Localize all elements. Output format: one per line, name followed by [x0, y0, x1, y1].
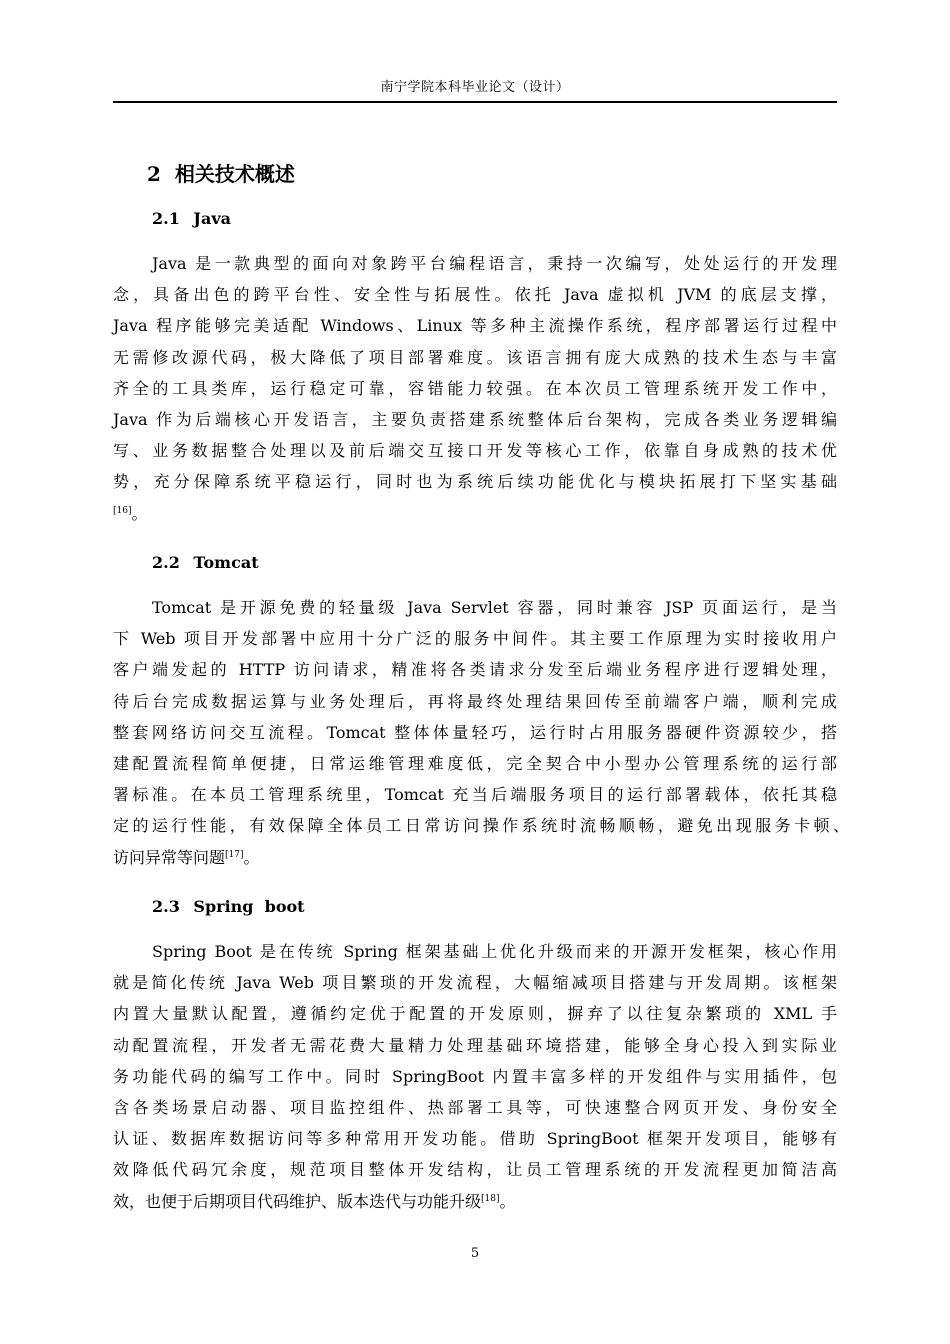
line-end: 。 [131, 503, 148, 523]
line-end: 。 [499, 1191, 516, 1211]
running-header: 南宁学院本科毕业论文（设计） [380, 80, 570, 95]
section-title-spring-boot [152, 896, 305, 918]
paragraph-line: 齐全的工具类库，运行稳定可靠，容错能力较强。在本次员工管理系统开发工作中， [113, 378, 837, 398]
citation: [17] [225, 849, 244, 860]
citation: [16] [113, 505, 132, 516]
chapter-heading: 相关技术概述 [174, 162, 295, 186]
paragraph-tomcat [113, 592, 849, 873]
paragraph-line: Java 作为后端核心开发语言，主要负责搭建系统整体后台架构，完成各类业务逻辑编 [113, 409, 837, 429]
paragraph-java [113, 248, 837, 529]
paragraph-line: 定的运行性能，有效保障全体员工日常访问操作系统时流畅顺畅，避免出现服务卡顿、 [113, 816, 849, 836]
paragraph-line: 务功能代码的编写工作中。同时 SpringBoot 内置丰富多样的开发组件与实用插件，包 [113, 1066, 837, 1086]
paragraph-line: 无需修改源代码，极大降低了项目部署难度。该语言拥有庞大成熟的技术生态与丰富 [113, 347, 837, 367]
paragraph-line: 署标准。在本员工管理系统里，Tomcat 充当后端服务项目的运行部署载体，依托其稳 [113, 785, 837, 805]
line-text: 效，也便于后期项目代码维护、版本迭代与功能升级 [113, 1191, 482, 1211]
paragraph-spring-boot [113, 936, 837, 1217]
paragraph-line: Spring Boot 是在传统 Spring 框架基础上优化升级而来的开源开发框架，核心作用 [152, 942, 837, 961]
paragraph-line: 写、业务数据整合处理以及前后端交互接口开发等核心工作，依靠自身成熟的技术优 [113, 441, 837, 461]
paragraph-line: Java 是一款典型的面向对象跨平台编程语言，秉持一次编写，处处运行的开发理 [152, 254, 837, 273]
paragraph-line: 势，充分保障系统平稳运行，同时也为系统后续功能优化与模块拓展打下坚实基础 [113, 472, 837, 492]
paragraph-line [113, 1186, 837, 1217]
paragraph-line [113, 498, 837, 529]
paragraph-line: 念，具备出色的跨平台性、安全性与拓展性。依托 Java 虚拟机 JVM 的底层支撑， [113, 285, 837, 305]
paragraph-line: 内置大量默认配置，遵循约定优于配置的开发原则，摒弃了以往复杂繁琐的 XML 手 [113, 1004, 837, 1024]
citation: [18] [481, 1193, 500, 1204]
paragraph-line: 待后台完成数据运算与业务处理后，再将最终处理结果回传至前端客户端，顺利完成 [113, 691, 837, 711]
paragraph-line: 下 Web 项目开发部署中应用十分广泛的服务中间件。其主要工作原理为实时接收用户 [113, 629, 837, 649]
line-end: 。 [243, 847, 260, 867]
paragraph-line: 含各类场景启动器、项目监控组件、热部署工具等，可快速整合网页开发、身份安全 [113, 1097, 837, 1117]
line-text: 访问异常等问题 [113, 847, 226, 867]
paragraph-line: 动配置流程，开发者无需花费大量精力处理基础环境搭建，能够全身心投入到实际业 [113, 1035, 837, 1055]
paragraph-line: 客户端发起的 HTTP 访问请求，精准将各类请求分发至后端业务程序进行逻辑处理， [113, 660, 837, 680]
paragraph-line: 效降低代码冗余度，规范项目整体开发结构，让员工管理系统的开发流程更加简洁高 [113, 1160, 837, 1180]
paragraph-line: 整套网络访问交互流程。Tomcat 整体体量轻巧，运行时占用服务器硬件资源较少，搭 [113, 722, 837, 742]
section-heading: Spring boot [193, 897, 305, 916]
section-number: 2.3 [152, 897, 180, 916]
paragraph-line: 认证、数据库数据访问等多种常用开发功能。借助 SpringBoot 框架开发项目，能够有 [113, 1129, 837, 1149]
paragraph-line: 就是简化传统 Java Web 项目繁琐的开发流程，大幅缩减项目搭建与开发周期。该框架 [113, 973, 837, 993]
paragraph-line: 建配置流程简单便捷，日常运维管理难度低，完全契合中小型办公管理系统的运行部 [113, 753, 837, 773]
paragraph-line: Tomcat 是开源免费的轻量级 Java Servlet 容器，同时兼容 JSP 页面运行，是当 [152, 598, 837, 617]
section-heading: Tomcat [193, 553, 259, 572]
section-number: 2.2 [152, 553, 180, 572]
chapter-title [147, 161, 295, 187]
page-number: 5 [470, 1246, 480, 1261]
header-rule [113, 101, 837, 103]
section-number: 2.1 [152, 209, 180, 228]
section-title-tomcat [152, 552, 259, 574]
chapter-number: 2 [147, 162, 161, 186]
paragraph-line: Java 程序能够完美适配 Windows、Linux 等多种主流操作系统，程序部署运行过程中 [113, 316, 837, 336]
paragraph-line [113, 842, 837, 873]
section-title-java [152, 208, 231, 230]
section-heading: Java [193, 209, 232, 228]
